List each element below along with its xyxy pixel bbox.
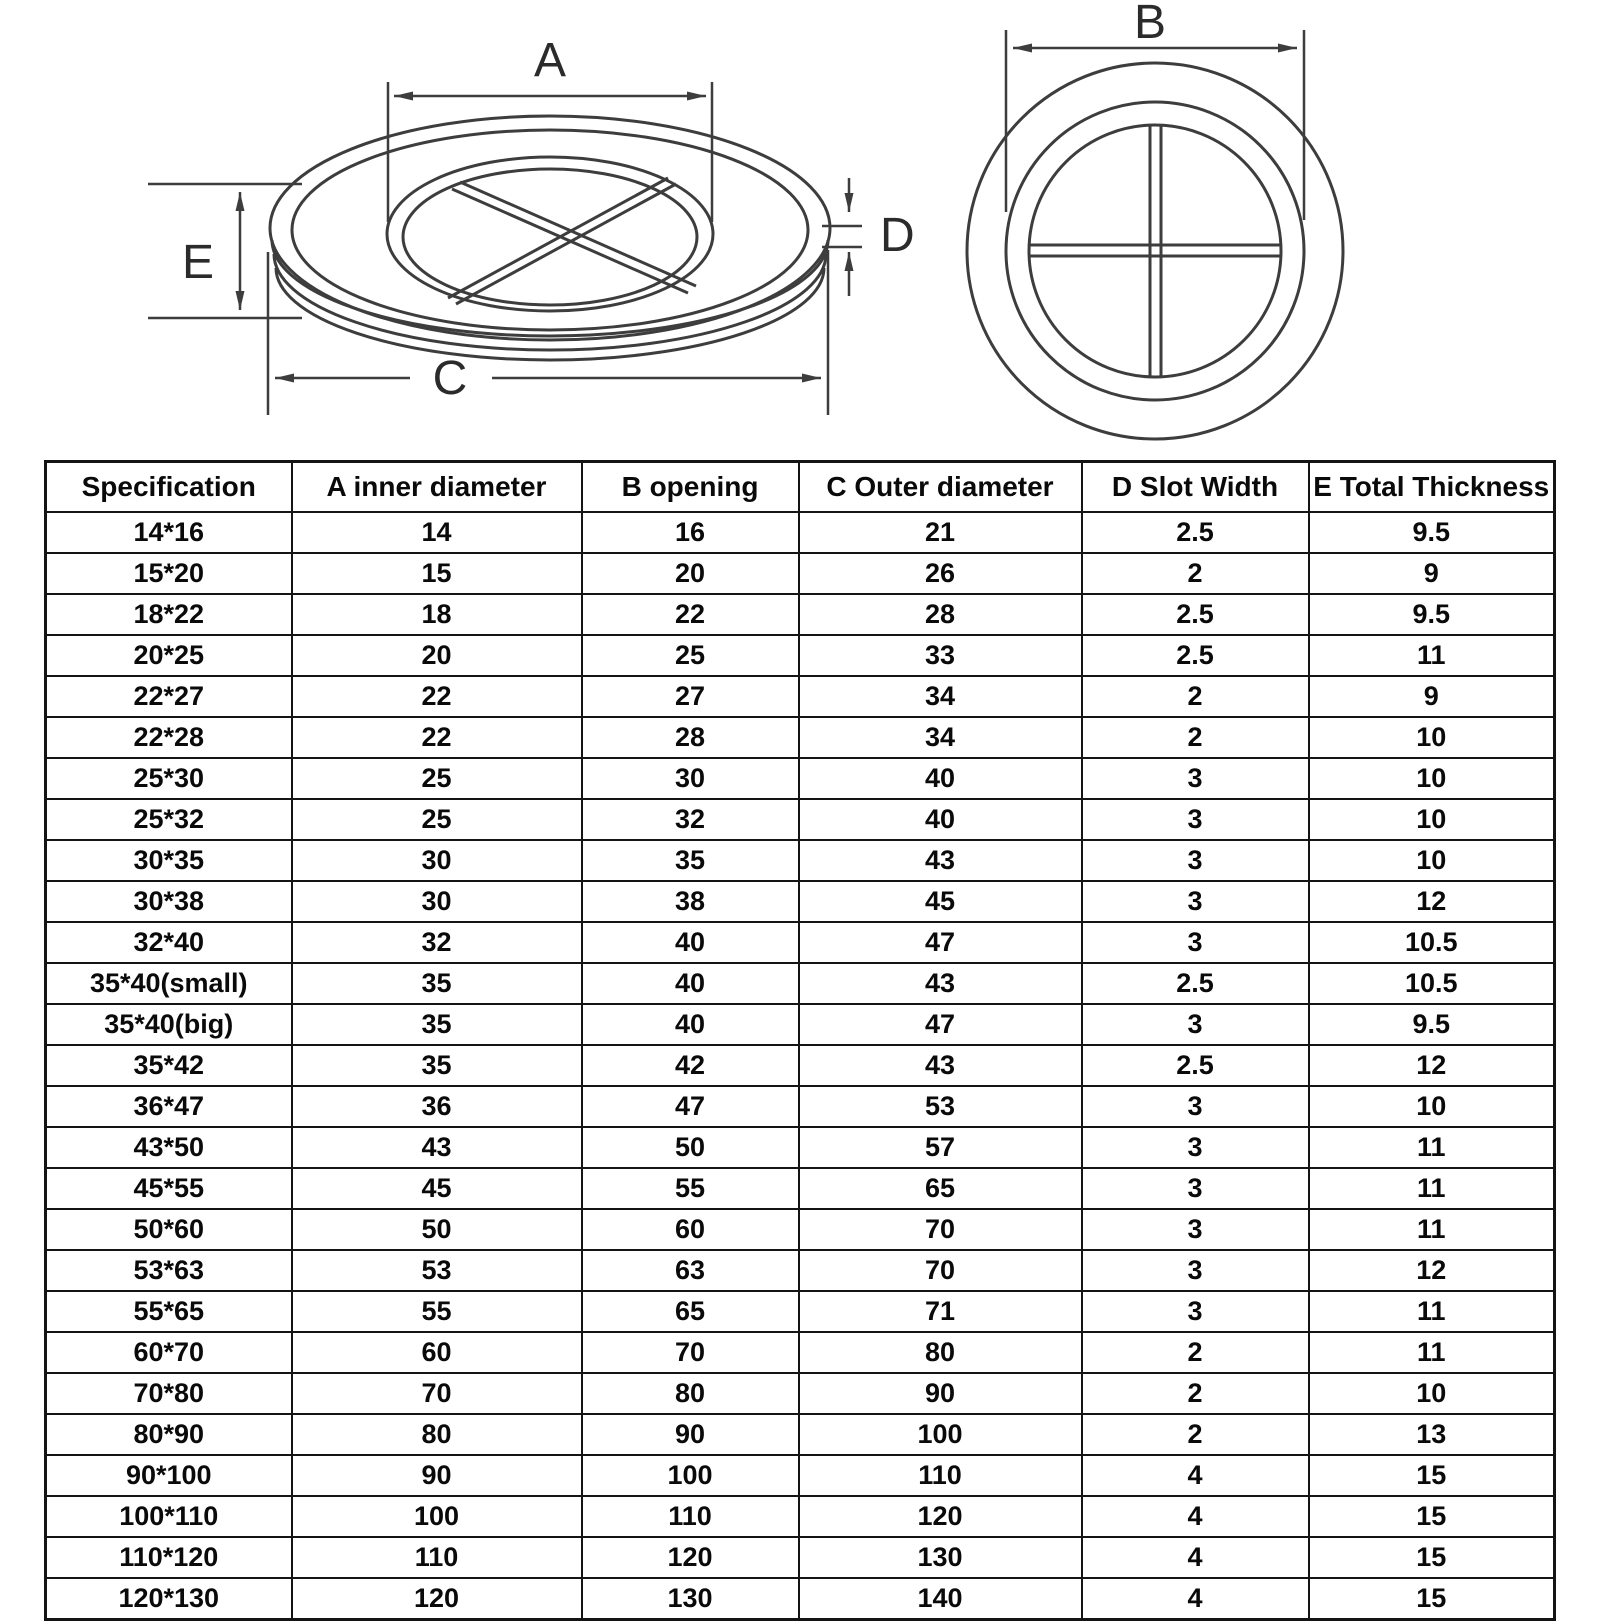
cell-specification: 43*50 (46, 1127, 292, 1168)
specification-table (44, 460, 1556, 1621)
table-row (46, 922, 1555, 963)
cell-a-inner-diameter: 90 (292, 1455, 582, 1496)
cell-a-inner-diameter: 14 (292, 512, 582, 553)
column-header-a-inner-diameter: A inner diameter (292, 462, 582, 513)
table-row (46, 717, 1555, 758)
cell-specification: 110*120 (46, 1537, 292, 1578)
cell-d-slot-width: 3 (1082, 758, 1309, 799)
cell-specification: 22*27 (46, 676, 292, 717)
cell-d-slot-width: 3 (1082, 1168, 1309, 1209)
cell-specification: 36*47 (46, 1086, 292, 1127)
cell-a-inner-diameter: 35 (292, 963, 582, 1004)
table-row (46, 1168, 1555, 1209)
groove-arc-3 (276, 268, 824, 360)
column-header-d-slot-width: D Slot Width (1082, 462, 1309, 513)
cell-specification: 14*16 (46, 512, 292, 553)
cell-e-total-thickness: 11 (1309, 635, 1555, 676)
cell-e-total-thickness: 10 (1309, 840, 1555, 881)
table-row (46, 1332, 1555, 1373)
table-row (46, 1496, 1555, 1537)
cell-specification: 53*63 (46, 1250, 292, 1291)
cell-specification: 60*70 (46, 1332, 292, 1373)
cell-b-opening: 40 (582, 922, 799, 963)
table-row (46, 1578, 1555, 1620)
table-row (46, 881, 1555, 922)
cell-d-slot-width: 3 (1082, 1127, 1309, 1168)
cell-e-total-thickness: 10.5 (1309, 922, 1555, 963)
cell-d-slot-width: 2 (1082, 553, 1309, 594)
column-header-b-opening: B opening (582, 462, 799, 513)
cell-a-inner-diameter: 53 (292, 1250, 582, 1291)
cell-specification: 35*42 (46, 1045, 292, 1086)
cell-c-outer-diameter: 140 (799, 1578, 1082, 1620)
cell-b-opening: 25 (582, 635, 799, 676)
cell-b-opening: 110 (582, 1496, 799, 1537)
cell-c-outer-diameter: 33 (799, 635, 1082, 676)
table-row (46, 635, 1555, 676)
cell-specification: 25*32 (46, 799, 292, 840)
cell-c-outer-diameter: 65 (799, 1168, 1082, 1209)
cell-b-opening: 70 (582, 1332, 799, 1373)
cell-e-total-thickness: 10.5 (1309, 963, 1555, 1004)
table-row (46, 758, 1555, 799)
cell-c-outer-diameter: 43 (799, 1045, 1082, 1086)
cell-e-total-thickness: 10 (1309, 799, 1555, 840)
cell-d-slot-width: 2 (1082, 1373, 1309, 1414)
cell-d-slot-width: 3 (1082, 1086, 1309, 1127)
column-header-c-outer-diameter: C Outer diameter (799, 462, 1082, 513)
cell-e-total-thickness: 10 (1309, 1086, 1555, 1127)
cell-specification: 25*30 (46, 758, 292, 799)
dim-label-d: D (880, 209, 915, 262)
dim-label-b: B (1133, 0, 1167, 49)
table-row (46, 1537, 1555, 1578)
cell-e-total-thickness: 11 (1309, 1332, 1555, 1373)
cell-e-total-thickness: 12 (1309, 881, 1555, 922)
cell-a-inner-diameter: 35 (292, 1004, 582, 1045)
cell-specification: 18*22 (46, 594, 292, 635)
cell-b-opening: 42 (582, 1045, 799, 1086)
technical-drawing (0, 0, 1600, 456)
table-row (46, 1455, 1555, 1496)
cell-c-outer-diameter: 47 (799, 922, 1082, 963)
cell-a-inner-diameter: 18 (292, 594, 582, 635)
cell-d-slot-width: 2 (1082, 1414, 1309, 1455)
cell-specification: 22*28 (46, 717, 292, 758)
cell-a-inner-diameter: 55 (292, 1291, 582, 1332)
cell-c-outer-diameter: 71 (799, 1291, 1082, 1332)
cell-d-slot-width: 4 (1082, 1578, 1309, 1620)
dimension-d (822, 178, 915, 296)
front-outer-circle (967, 63, 1343, 439)
column-header-specification: Specification (46, 462, 292, 513)
cell-specification: 35*40(small) (46, 963, 292, 1004)
cell-b-opening: 120 (582, 1537, 799, 1578)
cell-c-outer-diameter: 21 (799, 512, 1082, 553)
cell-specification: 20*25 (46, 635, 292, 676)
cell-d-slot-width: 2.5 (1082, 635, 1309, 676)
table-row (46, 553, 1555, 594)
cell-b-opening: 130 (582, 1578, 799, 1620)
dim-label-c: C (432, 352, 468, 405)
cell-a-inner-diameter: 25 (292, 799, 582, 840)
cell-a-inner-diameter: 80 (292, 1414, 582, 1455)
cell-e-total-thickness: 15 (1309, 1455, 1555, 1496)
cell-d-slot-width: 3 (1082, 922, 1309, 963)
table-row (46, 799, 1555, 840)
cell-d-slot-width: 3 (1082, 881, 1309, 922)
cell-specification: 70*80 (46, 1373, 292, 1414)
cell-b-opening: 40 (582, 963, 799, 1004)
cell-c-outer-diameter: 120 (799, 1496, 1082, 1537)
cell-specification: 15*20 (46, 553, 292, 594)
cell-e-total-thickness: 12 (1309, 1045, 1555, 1086)
cell-e-total-thickness: 15 (1309, 1578, 1555, 1620)
cell-d-slot-width: 2 (1082, 1332, 1309, 1373)
table-row (46, 1127, 1555, 1168)
cell-e-total-thickness: 10 (1309, 717, 1555, 758)
cell-b-opening: 90 (582, 1414, 799, 1455)
cell-c-outer-diameter: 40 (799, 799, 1082, 840)
cell-b-opening: 65 (582, 1291, 799, 1332)
cell-c-outer-diameter: 57 (799, 1127, 1082, 1168)
cell-a-inner-diameter: 22 (292, 676, 582, 717)
cell-a-inner-diameter: 110 (292, 1537, 582, 1578)
cell-e-total-thickness: 9 (1309, 553, 1555, 594)
cell-a-inner-diameter: 45 (292, 1168, 582, 1209)
cell-c-outer-diameter: 34 (799, 676, 1082, 717)
cell-b-opening: 32 (582, 799, 799, 840)
cell-b-opening: 60 (582, 1209, 799, 1250)
cell-b-opening: 100 (582, 1455, 799, 1496)
cell-c-outer-diameter: 45 (799, 881, 1082, 922)
cell-a-inner-diameter: 43 (292, 1127, 582, 1168)
cell-a-inner-diameter: 30 (292, 881, 582, 922)
cell-e-total-thickness: 15 (1309, 1537, 1555, 1578)
dim-label-a: A (533, 34, 567, 87)
cell-c-outer-diameter: 90 (799, 1373, 1082, 1414)
cell-specification: 30*35 (46, 840, 292, 881)
table-row (46, 676, 1555, 717)
cell-b-opening: 50 (582, 1127, 799, 1168)
cell-b-opening: 35 (582, 840, 799, 881)
cell-a-inner-diameter: 50 (292, 1209, 582, 1250)
front-middle-circle (1006, 102, 1304, 400)
table-row (46, 594, 1555, 635)
cell-c-outer-diameter: 34 (799, 717, 1082, 758)
table-row (46, 1250, 1555, 1291)
table-row (46, 1209, 1555, 1250)
cell-d-slot-width: 3 (1082, 799, 1309, 840)
cell-a-inner-diameter: 32 (292, 922, 582, 963)
cell-a-inner-diameter: 100 (292, 1496, 582, 1537)
dimension-b (1006, 0, 1304, 220)
table-row (46, 1291, 1555, 1332)
cell-specification: 120*130 (46, 1578, 292, 1620)
table-row (46, 1004, 1555, 1045)
cell-a-inner-diameter: 70 (292, 1373, 582, 1414)
cell-d-slot-width: 2.5 (1082, 594, 1309, 635)
cell-c-outer-diameter: 40 (799, 758, 1082, 799)
cell-e-total-thickness: 11 (1309, 1291, 1555, 1332)
cell-specification: 35*40(big) (46, 1004, 292, 1045)
cell-e-total-thickness: 9.5 (1309, 594, 1555, 635)
cell-b-opening: 80 (582, 1373, 799, 1414)
cell-d-slot-width: 2 (1082, 676, 1309, 717)
cell-b-opening: 63 (582, 1250, 799, 1291)
cell-c-outer-diameter: 70 (799, 1209, 1082, 1250)
cell-c-outer-diameter: 53 (799, 1086, 1082, 1127)
cell-a-inner-diameter: 25 (292, 758, 582, 799)
table-row (46, 1414, 1555, 1455)
cell-b-opening: 40 (582, 1004, 799, 1045)
cell-b-opening: 30 (582, 758, 799, 799)
cell-e-total-thickness: 11 (1309, 1209, 1555, 1250)
cell-d-slot-width: 3 (1082, 1209, 1309, 1250)
cell-d-slot-width: 2.5 (1082, 512, 1309, 553)
cell-a-inner-diameter: 30 (292, 840, 582, 881)
cell-a-inner-diameter: 36 (292, 1086, 582, 1127)
cell-b-opening: 38 (582, 881, 799, 922)
cell-c-outer-diameter: 43 (799, 963, 1082, 1004)
cell-b-opening: 27 (582, 676, 799, 717)
cell-b-opening: 47 (582, 1086, 799, 1127)
front-inner-circle (1029, 125, 1281, 377)
cell-d-slot-width: 2.5 (1082, 963, 1309, 1004)
cell-specification: 55*65 (46, 1291, 292, 1332)
table-row (46, 1086, 1555, 1127)
column-header-e-total-thickness: E Total Thickness (1309, 462, 1555, 513)
dim-label-e: E (181, 236, 215, 289)
cell-b-opening: 16 (582, 512, 799, 553)
cell-specification: 90*100 (46, 1455, 292, 1496)
dimension-e (148, 184, 302, 318)
cell-d-slot-width: 2 (1082, 717, 1309, 758)
cell-b-opening: 28 (582, 717, 799, 758)
cell-e-total-thickness: 9.5 (1309, 1004, 1555, 1045)
cell-specification: 50*60 (46, 1209, 292, 1250)
cell-d-slot-width: 3 (1082, 1291, 1309, 1332)
header-row (46, 462, 1555, 513)
cell-e-total-thickness: 13 (1309, 1414, 1555, 1455)
front-cross-membrane (1030, 126, 1281, 376)
cell-specification: 80*90 (46, 1414, 292, 1455)
cell-e-total-thickness: 15 (1309, 1496, 1555, 1537)
cell-d-slot-width: 2.5 (1082, 1045, 1309, 1086)
cell-e-total-thickness: 12 (1309, 1250, 1555, 1291)
cell-a-inner-diameter: 20 (292, 635, 582, 676)
cell-d-slot-width: 3 (1082, 1004, 1309, 1045)
cell-c-outer-diameter: 100 (799, 1414, 1082, 1455)
cell-c-outer-diameter: 80 (799, 1332, 1082, 1373)
cell-e-total-thickness: 11 (1309, 1127, 1555, 1168)
cell-d-slot-width: 4 (1082, 1496, 1309, 1537)
cell-specification: 30*38 (46, 881, 292, 922)
grommet-perspective-view (270, 116, 830, 360)
cross-cut-membrane (448, 178, 696, 304)
cell-a-inner-diameter: 35 (292, 1045, 582, 1086)
table-row (46, 512, 1555, 553)
cell-c-outer-diameter: 26 (799, 553, 1082, 594)
opening-inner-ellipse (403, 169, 697, 305)
cell-b-opening: 20 (582, 553, 799, 594)
cell-b-opening: 22 (582, 594, 799, 635)
rim-lip-ellipse (292, 130, 808, 330)
cell-specification: 32*40 (46, 922, 292, 963)
cell-specification: 45*55 (46, 1168, 292, 1209)
cell-e-total-thickness: 10 (1309, 758, 1555, 799)
cell-c-outer-diameter: 110 (799, 1455, 1082, 1496)
cell-a-inner-diameter: 120 (292, 1578, 582, 1620)
cell-c-outer-diameter: 70 (799, 1250, 1082, 1291)
cell-d-slot-width: 4 (1082, 1537, 1309, 1578)
cell-specification: 100*110 (46, 1496, 292, 1537)
table-row (46, 963, 1555, 1004)
cell-c-outer-diameter: 47 (799, 1004, 1082, 1045)
cell-d-slot-width: 3 (1082, 1250, 1309, 1291)
grommet-front-view (967, 63, 1343, 439)
cell-e-total-thickness: 9 (1309, 676, 1555, 717)
cell-d-slot-width: 4 (1082, 1455, 1309, 1496)
cell-c-outer-diameter: 43 (799, 840, 1082, 881)
cell-a-inner-diameter: 60 (292, 1332, 582, 1373)
cell-a-inner-diameter: 15 (292, 553, 582, 594)
cell-a-inner-diameter: 22 (292, 717, 582, 758)
table-row (46, 1373, 1555, 1414)
cell-e-total-thickness: 9.5 (1309, 512, 1555, 553)
table-row (46, 840, 1555, 881)
cell-e-total-thickness: 10 (1309, 1373, 1555, 1414)
cell-d-slot-width: 3 (1082, 840, 1309, 881)
cell-c-outer-diameter: 130 (799, 1537, 1082, 1578)
table-row (46, 1045, 1555, 1086)
cell-b-opening: 55 (582, 1168, 799, 1209)
cell-e-total-thickness: 11 (1309, 1168, 1555, 1209)
cell-c-outer-diameter: 28 (799, 594, 1082, 635)
